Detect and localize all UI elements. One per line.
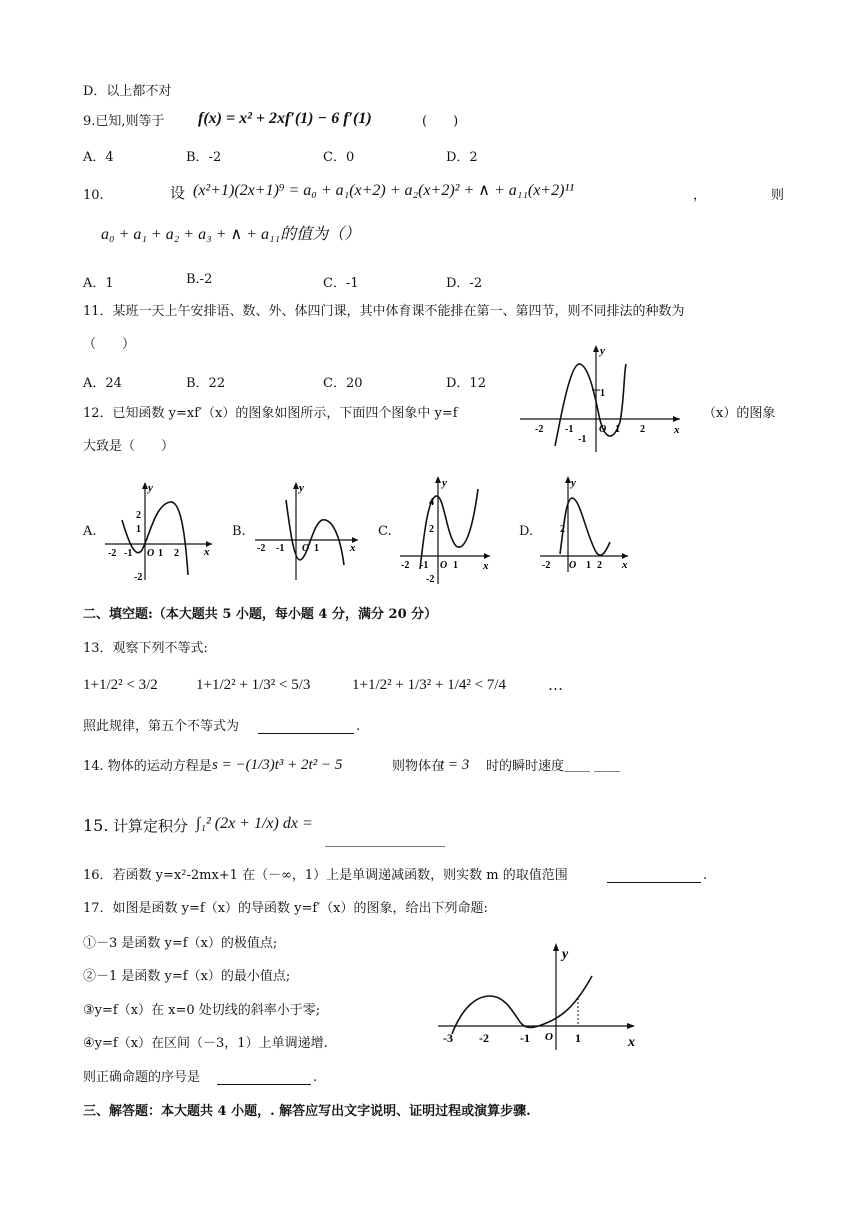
q11-option-b: B．22: [186, 376, 226, 391]
q17-graph-tick: -3: [443, 1031, 453, 1045]
graph-b-tick: 1: [314, 543, 319, 554]
q12-main-tick: -1: [578, 434, 587, 445]
q17-end: .: [313, 1070, 318, 1085]
q11-stem: 11．某班一天上午安排语、数、外、体四门课，其中体育课不能排在第一、第四节，则不同排法的种数为: [83, 304, 685, 319]
graph-d-tick: 1: [586, 560, 591, 571]
graph-d-tick: O: [569, 560, 577, 571]
section2-title: 二、填空题:（本大题共 5 小题，每小题 4 分，满分 20 分）: [83, 607, 438, 622]
graph-a-tick: -1: [124, 548, 133, 559]
q17-item-4: ④y=f（x）在区间（－3，1）上单调递增.: [83, 1036, 328, 1051]
q9-paren: ( ): [422, 114, 459, 129]
graph-c-x-label: x: [483, 560, 489, 572]
q12-stem-left: 12．已知函数 y=xf′（x）的图象如图所示，下面四个图象中 y=f: [83, 406, 458, 421]
graph-d-x-label: x: [622, 559, 628, 571]
graph-b-y-label: y: [299, 482, 304, 494]
q16-stem: 16．若函数 y=x²-2mx+1 在（－∞，1）上是单调递减函数，则实数 m 的取值范围: [83, 868, 568, 883]
q15-stem: 计算定积分: [113, 817, 189, 835]
graph-c-tick: 1: [453, 560, 458, 571]
graph-d-tick: -2: [542, 560, 551, 571]
q12-graph-d: [538, 474, 633, 574]
graph-a-tick: 1: [158, 548, 163, 559]
q15-formula: ∫₁² (2x + 1/x) dx =: [196, 815, 313, 832]
q17-graph-tick: O: [545, 1031, 553, 1043]
q12-main-y-label: y: [600, 345, 605, 357]
graph-d-tick: 2: [597, 560, 602, 571]
q13-ineq-3: 1+1/2² + 1/3² + 1/4² < 7/4: [352, 677, 506, 693]
graph-c-tick: 4: [429, 497, 434, 508]
q9-option-a: A．4: [83, 150, 114, 165]
q10-formula: (x²+1)(2x+1)⁹ = a₀ + a₁(x+2) + a₂(x+2)² + ∧ + a₁₁(x+2)¹¹: [193, 182, 575, 199]
q12-main-tick: -1: [565, 424, 574, 435]
graph-a-x-label: x: [204, 546, 210, 558]
graph-a-tick: 2: [136, 510, 141, 521]
q17-stem: 17．如图是函数 y=f（x）的导函数 y=f′（x）的图象，给出下列命题:: [83, 901, 488, 916]
q14-stem-c: 时的瞬时速度＿＿ ＿＿: [486, 759, 621, 774]
graph-c-tick: -2: [401, 560, 410, 571]
q12-main-x-label: x: [674, 424, 680, 436]
q12-option-b-label: B.: [232, 524, 246, 539]
q17-graph-tick: 1: [575, 1031, 581, 1045]
q12-stem-line2: 大致是（ ）: [83, 439, 175, 454]
q10-option-b: B.-2: [186, 272, 213, 287]
section3-title: 三、解答题：本大题共 4 小题，. 解答应写出文字说明、证明过程或演算步骤.: [83, 1104, 531, 1119]
q11-paren: （ ）: [83, 337, 136, 352]
q12-graph-c: [398, 474, 496, 586]
q11-option-c: C．20: [323, 376, 363, 391]
q11-option-a: A．24: [83, 376, 122, 391]
q17-answer-blank[interactable]: [217, 1084, 311, 1085]
q13-stem: 13．观察下列不等式:: [83, 641, 208, 656]
q13-ineq-2: 1+1/2² + 1/3² < 5/3: [196, 677, 311, 693]
graph-c-tick: -1: [420, 560, 429, 571]
graph-b-tick: O: [302, 543, 310, 554]
q9-option-c: C．0: [323, 150, 355, 165]
graph-a-tick: 2: [174, 548, 179, 559]
graph-a-tick: O: [147, 548, 155, 559]
q14-t-value: t = 3: [440, 757, 470, 773]
q10-option-d: D．-2: [446, 276, 483, 291]
q14-stem-a: 14. 物体的运动方程是: [83, 759, 212, 774]
q10-option-a: A．1: [83, 276, 114, 291]
graph-d-y-label: y: [571, 477, 576, 489]
graph-d-tick: 2: [560, 524, 565, 535]
q12-main-tick: -2: [535, 424, 544, 435]
q12-option-d-label: D.: [519, 524, 534, 539]
q12-main-tick: 2: [640, 424, 645, 435]
graph-b-x-label: x: [350, 542, 356, 554]
q17-item-1: ①－3 是函数 y=f（x）的极值点;: [83, 936, 278, 951]
q17-graph-tick: -2: [479, 1031, 489, 1045]
q10-then: 则: [771, 188, 785, 203]
q12-main-graph: [520, 342, 690, 454]
q17-answer-prefix: 则正确命题的序号是: [83, 1070, 201, 1085]
q14-formula: s = −(1/3)t³ + 2t² − 5: [212, 757, 343, 773]
q14-stem-b: 则物体在: [392, 759, 445, 774]
q13-answer-blank[interactable]: [258, 733, 354, 734]
graph-a-y-label: y: [148, 482, 153, 494]
q12-option-a-label: A.: [83, 524, 97, 539]
graph-b-tick: -1: [276, 543, 285, 554]
q13-end: .: [356, 719, 361, 734]
q10-prefix: 设: [170, 184, 186, 202]
q16-answer-blank[interactable]: [607, 882, 701, 883]
graph-a-tick: 1: [136, 524, 141, 535]
q13-rule: 照此规律，第五个不等式为: [83, 719, 240, 734]
q8-option-d: D．以上都不对: [83, 84, 172, 99]
q13-ineq-1: 1+1/2² < 3/2: [83, 677, 158, 693]
q12-option-c-label: C.: [378, 524, 392, 539]
graph-a-tick: -2: [134, 572, 143, 583]
q17-graph-tick: -1: [520, 1031, 530, 1045]
graph-c-tick: -2: [426, 574, 435, 585]
q15-answer-blank[interactable]: [325, 846, 445, 847]
q17-graph-x-label: x: [628, 1035, 635, 1050]
q13-ellipsis: …: [548, 676, 563, 694]
q15-number: 15.: [83, 816, 109, 835]
q12-main-tick: O: [599, 424, 607, 435]
q9-option-d: D．2: [446, 150, 478, 165]
graph-c-tick: 2: [429, 524, 434, 535]
q10-number: 10.: [83, 188, 104, 203]
graph-a-tick: -2: [108, 548, 117, 559]
q12-graph-a: [100, 480, 220, 585]
q17-item-3: ③y=f（x）在 x=0 处切线的斜率小于零;: [83, 1003, 321, 1018]
q10-option-c: C．-1: [323, 276, 359, 291]
q12-main-tick: 1: [600, 388, 605, 399]
q17-graph: [438, 938, 644, 1050]
graph-c-tick: O: [440, 560, 448, 571]
q9-option-b: B．-2: [186, 150, 222, 165]
graph-c-y-label: y: [442, 477, 447, 489]
graph-b-tick: -2: [257, 543, 266, 554]
q16-end: .: [703, 868, 708, 883]
q17-item-2: ②－1 是函数 y=f（x）的最小值点;: [83, 969, 291, 984]
q9-formula: f(x) = x² + 2xf′(1) − 6 f′(1): [198, 110, 372, 127]
q12-stem-right: （x）的图象: [703, 406, 776, 421]
q9-stem: 9.已知,则等于: [83, 114, 165, 129]
q17-graph-y-label: y: [562, 947, 569, 962]
q11-option-d: D．12: [446, 376, 486, 391]
q12-graph-b: [252, 480, 367, 585]
q12-main-tick: 1: [615, 424, 620, 435]
q10-comma: ，: [693, 188, 707, 203]
q10-line2: a₀ + a₁ + a₂ + a₃ + ∧ + a₁₁的值为（）: [101, 226, 361, 243]
